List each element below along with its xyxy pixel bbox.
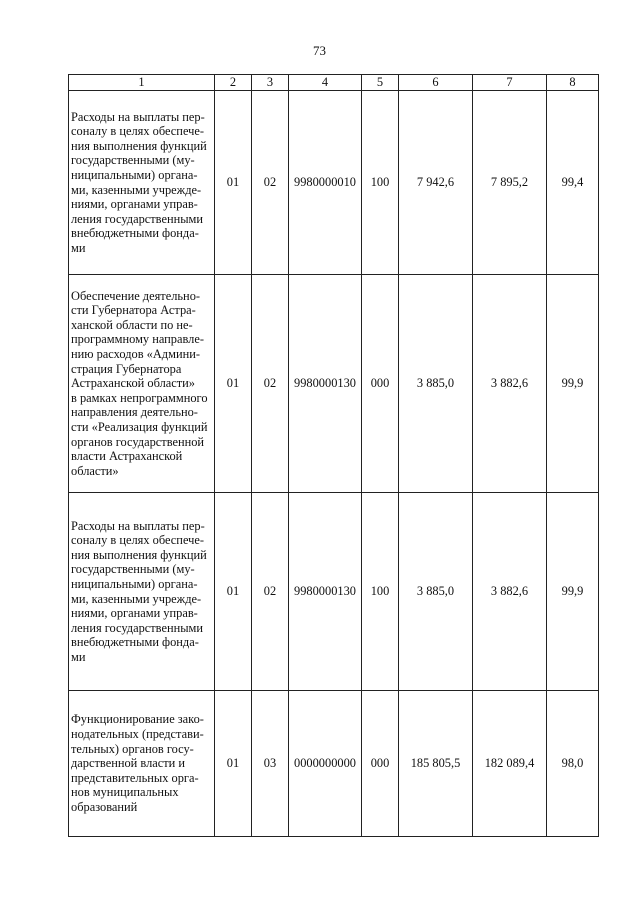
- description-line: власти Астраханской: [71, 449, 183, 464]
- subsection-code-cell: 02: [252, 275, 289, 493]
- table-row: [69, 691, 599, 837]
- target-article-code-cell: 9980000130: [289, 275, 362, 493]
- subsection-code-cell: 02: [252, 91, 289, 275]
- description-line: Расходы на выплаты пер-: [71, 518, 205, 533]
- description-line: направления деятельно-: [71, 405, 198, 420]
- description-line: ниями, органами управ-: [71, 606, 198, 621]
- column-header-8: 8: [547, 75, 599, 91]
- description-line: Функционирование зако-: [71, 712, 204, 727]
- section-code-cell: 01: [215, 493, 252, 691]
- table-row: [69, 275, 599, 493]
- description-line: образований: [71, 799, 138, 814]
- column-header-4: 4: [289, 75, 362, 91]
- section-code-cell: 01: [215, 91, 252, 275]
- row-description: [69, 91, 215, 275]
- description-line: ниями, органами управ-: [71, 197, 198, 212]
- description-line: области»: [71, 463, 119, 478]
- description-line: ления государственными: [71, 211, 204, 226]
- description-line: страция Губернатора: [71, 361, 182, 376]
- table-row: [69, 493, 599, 691]
- description-line: органов государственной: [71, 434, 205, 449]
- executed-amount-cell: 3 882,6: [473, 493, 547, 691]
- planned-amount-cell: 3 885,0: [399, 493, 473, 691]
- page-number: 73: [313, 43, 326, 58]
- description-line: государственными (му-: [71, 153, 195, 168]
- table-header: [69, 75, 599, 91]
- expense-type-code-cell: 100: [362, 493, 399, 691]
- description-line: представительных орга-: [71, 770, 199, 785]
- execution-percent-cell: 99,9: [547, 493, 599, 691]
- column-header-2: 2: [215, 75, 252, 91]
- planned-amount-cell: 185 805,5: [399, 691, 473, 837]
- section-code-cell: 01: [215, 691, 252, 837]
- planned-amount-cell: 3 885,0: [399, 275, 473, 493]
- description-line: государственными (му-: [71, 562, 195, 577]
- target-article-code-cell: 0000000000: [289, 691, 362, 837]
- description-line: тельных) органов госу-: [71, 741, 194, 756]
- description-line: ления государственными: [71, 620, 204, 635]
- header-row: [69, 75, 599, 91]
- execution-percent-cell: 99,4: [547, 91, 599, 275]
- description-line: ханской области по не-: [71, 317, 193, 332]
- description-line: нодательных (представи-: [71, 727, 204, 742]
- table-row: [69, 91, 599, 275]
- description-line: в рамках непрограммного: [71, 390, 208, 405]
- description-line: Астраханской области»: [71, 376, 195, 391]
- description-line: ми, казенными учрежде-: [71, 591, 202, 606]
- description-line: ния выполнения функций: [71, 547, 207, 562]
- expense-type-code-cell: 000: [362, 275, 399, 493]
- description-line: дарственной власти и: [71, 756, 186, 771]
- planned-amount-cell: 7 942,6: [399, 91, 473, 275]
- executed-amount-cell: 3 882,6: [473, 275, 547, 493]
- description-line: ми: [71, 240, 86, 255]
- row-description: [69, 275, 215, 493]
- section-code-cell: 01: [215, 275, 252, 493]
- execution-percent-cell: 99,9: [547, 275, 599, 493]
- description-line: нию расходов «Админи-: [71, 347, 200, 362]
- budget-table: [68, 74, 599, 837]
- description-line: Обеспечение деятельно-: [71, 288, 201, 303]
- description-line: внебюджетными фонда-: [71, 226, 199, 241]
- description-line: программному направле-: [71, 332, 204, 347]
- description-line: соналу в целях обеспече-: [71, 124, 204, 139]
- subsection-code-cell: 02: [252, 493, 289, 691]
- subsection-code-cell: 03: [252, 691, 289, 837]
- column-header-7: 7: [473, 75, 547, 91]
- description-line: Расходы на выплаты пер-: [71, 109, 205, 124]
- description-line: внебюджетными фонда-: [71, 635, 199, 650]
- description-line: соналу в целях обеспече-: [71, 533, 204, 548]
- expense-type-code-cell: 000: [362, 691, 399, 837]
- column-header-1: 1: [69, 75, 215, 91]
- description-line: нов муниципальных: [71, 785, 179, 800]
- description-line: ми: [71, 649, 86, 664]
- description-line: сти «Реализация функций: [71, 419, 208, 434]
- executed-amount-cell: 7 895,2: [473, 91, 547, 275]
- target-article-code-cell: 9980000010: [289, 91, 362, 275]
- description-line: ниципальными) органа-: [71, 576, 198, 591]
- column-header-3: 3: [252, 75, 289, 91]
- description-line: ми, казенными учрежде-: [71, 182, 202, 197]
- expense-type-code-cell: 100: [362, 91, 399, 275]
- row-description: [69, 493, 215, 691]
- row-description: [69, 691, 215, 837]
- execution-percent-cell: 98,0: [547, 691, 599, 837]
- table-body: [69, 91, 599, 837]
- description-line: сти Губернатора Астра-: [71, 303, 196, 318]
- column-header-6: 6: [399, 75, 473, 91]
- description-line: ниципальными) органа-: [71, 167, 198, 182]
- column-header-5: 5: [362, 75, 399, 91]
- target-article-code-cell: 9980000130: [289, 493, 362, 691]
- description-line: ния выполнения функций: [71, 138, 207, 153]
- executed-amount-cell: 182 089,4: [473, 691, 547, 837]
